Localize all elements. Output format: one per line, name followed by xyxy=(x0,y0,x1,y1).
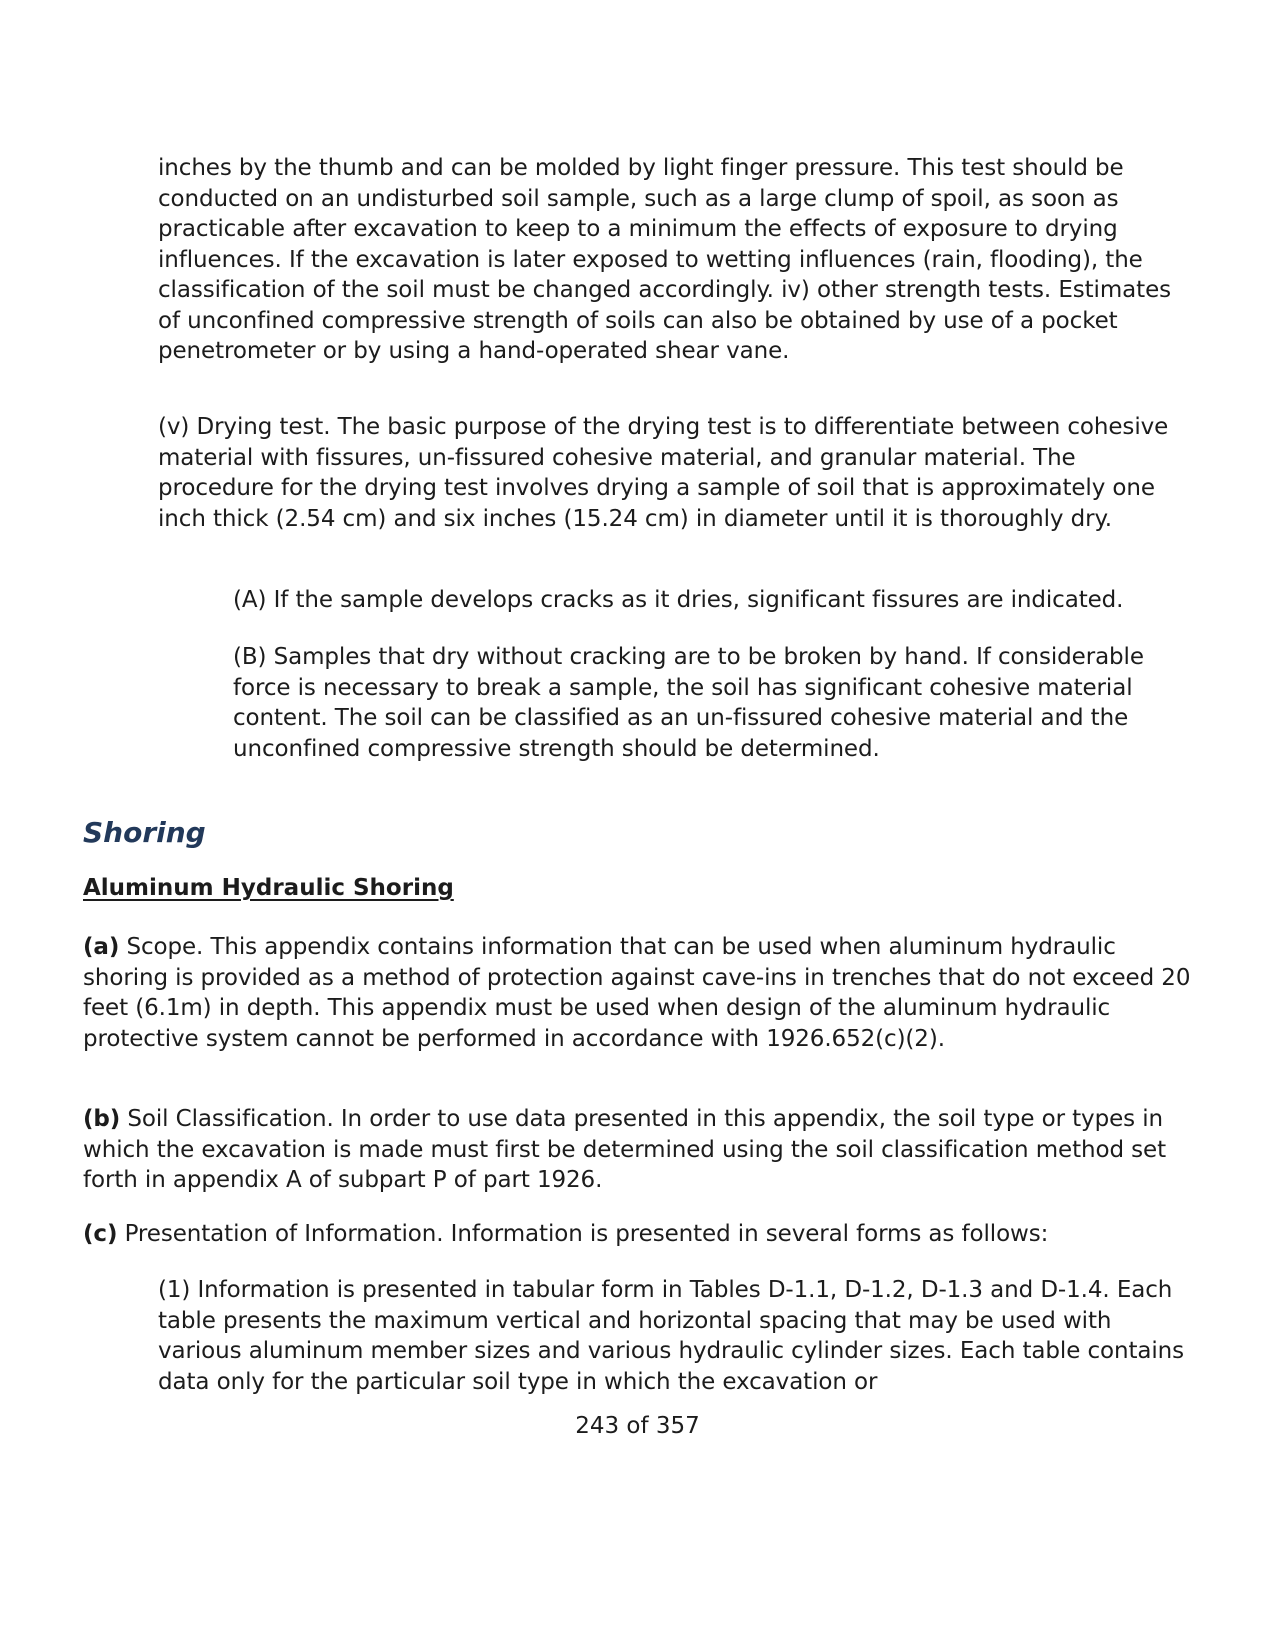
paragraph-c-label: (c) xyxy=(83,1221,118,1247)
paragraph-c-text: Presentation of Information. Information is presented in several forms as follows: xyxy=(117,1221,1049,1247)
drying-test-paragraph: (v) Drying test. The basic purpose of the drying test is to differentiate between cohesive material with fissures, un-fissured cohesive material, and granular material. The procedure for the drying test involves drying a sample of soil that is approximately one inch thick (2.54 cm) and six inches (15.24 cm) in diameter until it is thoroughly dry. xyxy=(158,414,1169,532)
paragraph-a-scope xyxy=(83,932,1203,1054)
paragraph-b-label: (b) xyxy=(83,1106,121,1132)
drying-test-item-b: (B) Samples that dry without cracking are to be broken by hand. If considerable force is necessary to break a sample, the soil has significant cohesive material content. The soil can be classified as an un-fissured cohesive material and the unconfined compressive strength should be determined. xyxy=(233,644,1144,762)
paragraph-a-label: (a) xyxy=(83,934,120,960)
paragraph-b-text: Soil Classification. In order to use data presented in this appendix, the soil type or types in which the excavation is made must first be determined using the soil classification method set forth in appendix A of subpart P of part 1926. xyxy=(83,1106,1166,1193)
subsection-heading-aluminum-hydraulic-shoring: Aluminum Hydraulic Shoring xyxy=(83,875,454,901)
continuation-paragraph: inches by the thumb and can be molded by light finger pressure. This test should be conducted on an undisturbed soil sample, such as a large clump of spoil, as soon as practicable after excavation to keep to a minimum the effects of exposure to drying influences. If the excavation is later exposed to wetting influences (rain, flooding), the classification of the soil must be changed accordingly. iv) other strength tests. Estimates of unconfined compressive strength of soils can also be obtained by use of a pocket penetrometer or by using a hand-operated shear vane. xyxy=(158,155,1171,364)
drying-test-item-a: (A) If the sample develops cracks as it dries, significant fissures are indicated. xyxy=(233,587,1124,613)
paragraph-b-soil-classification xyxy=(83,1104,1203,1196)
paragraph-c-presentation xyxy=(83,1219,1203,1250)
section-heading-shoring: Shoring xyxy=(83,816,206,849)
paragraph-c1-tabular-form: (1) Information is presented in tabular form in Tables D-1.1, D-1.2, D-1.3 and D-1.4. Each table presents the maximum vertical and horizontal spacing that may be used with various aluminum member sizes and various hydraulic cylinder sizes. Each table contains data only for the particular soil type in which the excavation or xyxy=(158,1277,1185,1395)
paragraph-a-text: Scope. This appendix contains information that can be used when aluminum hydraulic shoring is provided as a method of protection against cave-ins in trenches that do not exceed 20 feet (6.1m) in depth. This appendix must be used when design of the aluminum hydraulic protective system cannot be performed in accordance with 1926.652(c)(2). xyxy=(83,934,1191,1052)
page-number: 243 of 357 xyxy=(575,1413,700,1439)
